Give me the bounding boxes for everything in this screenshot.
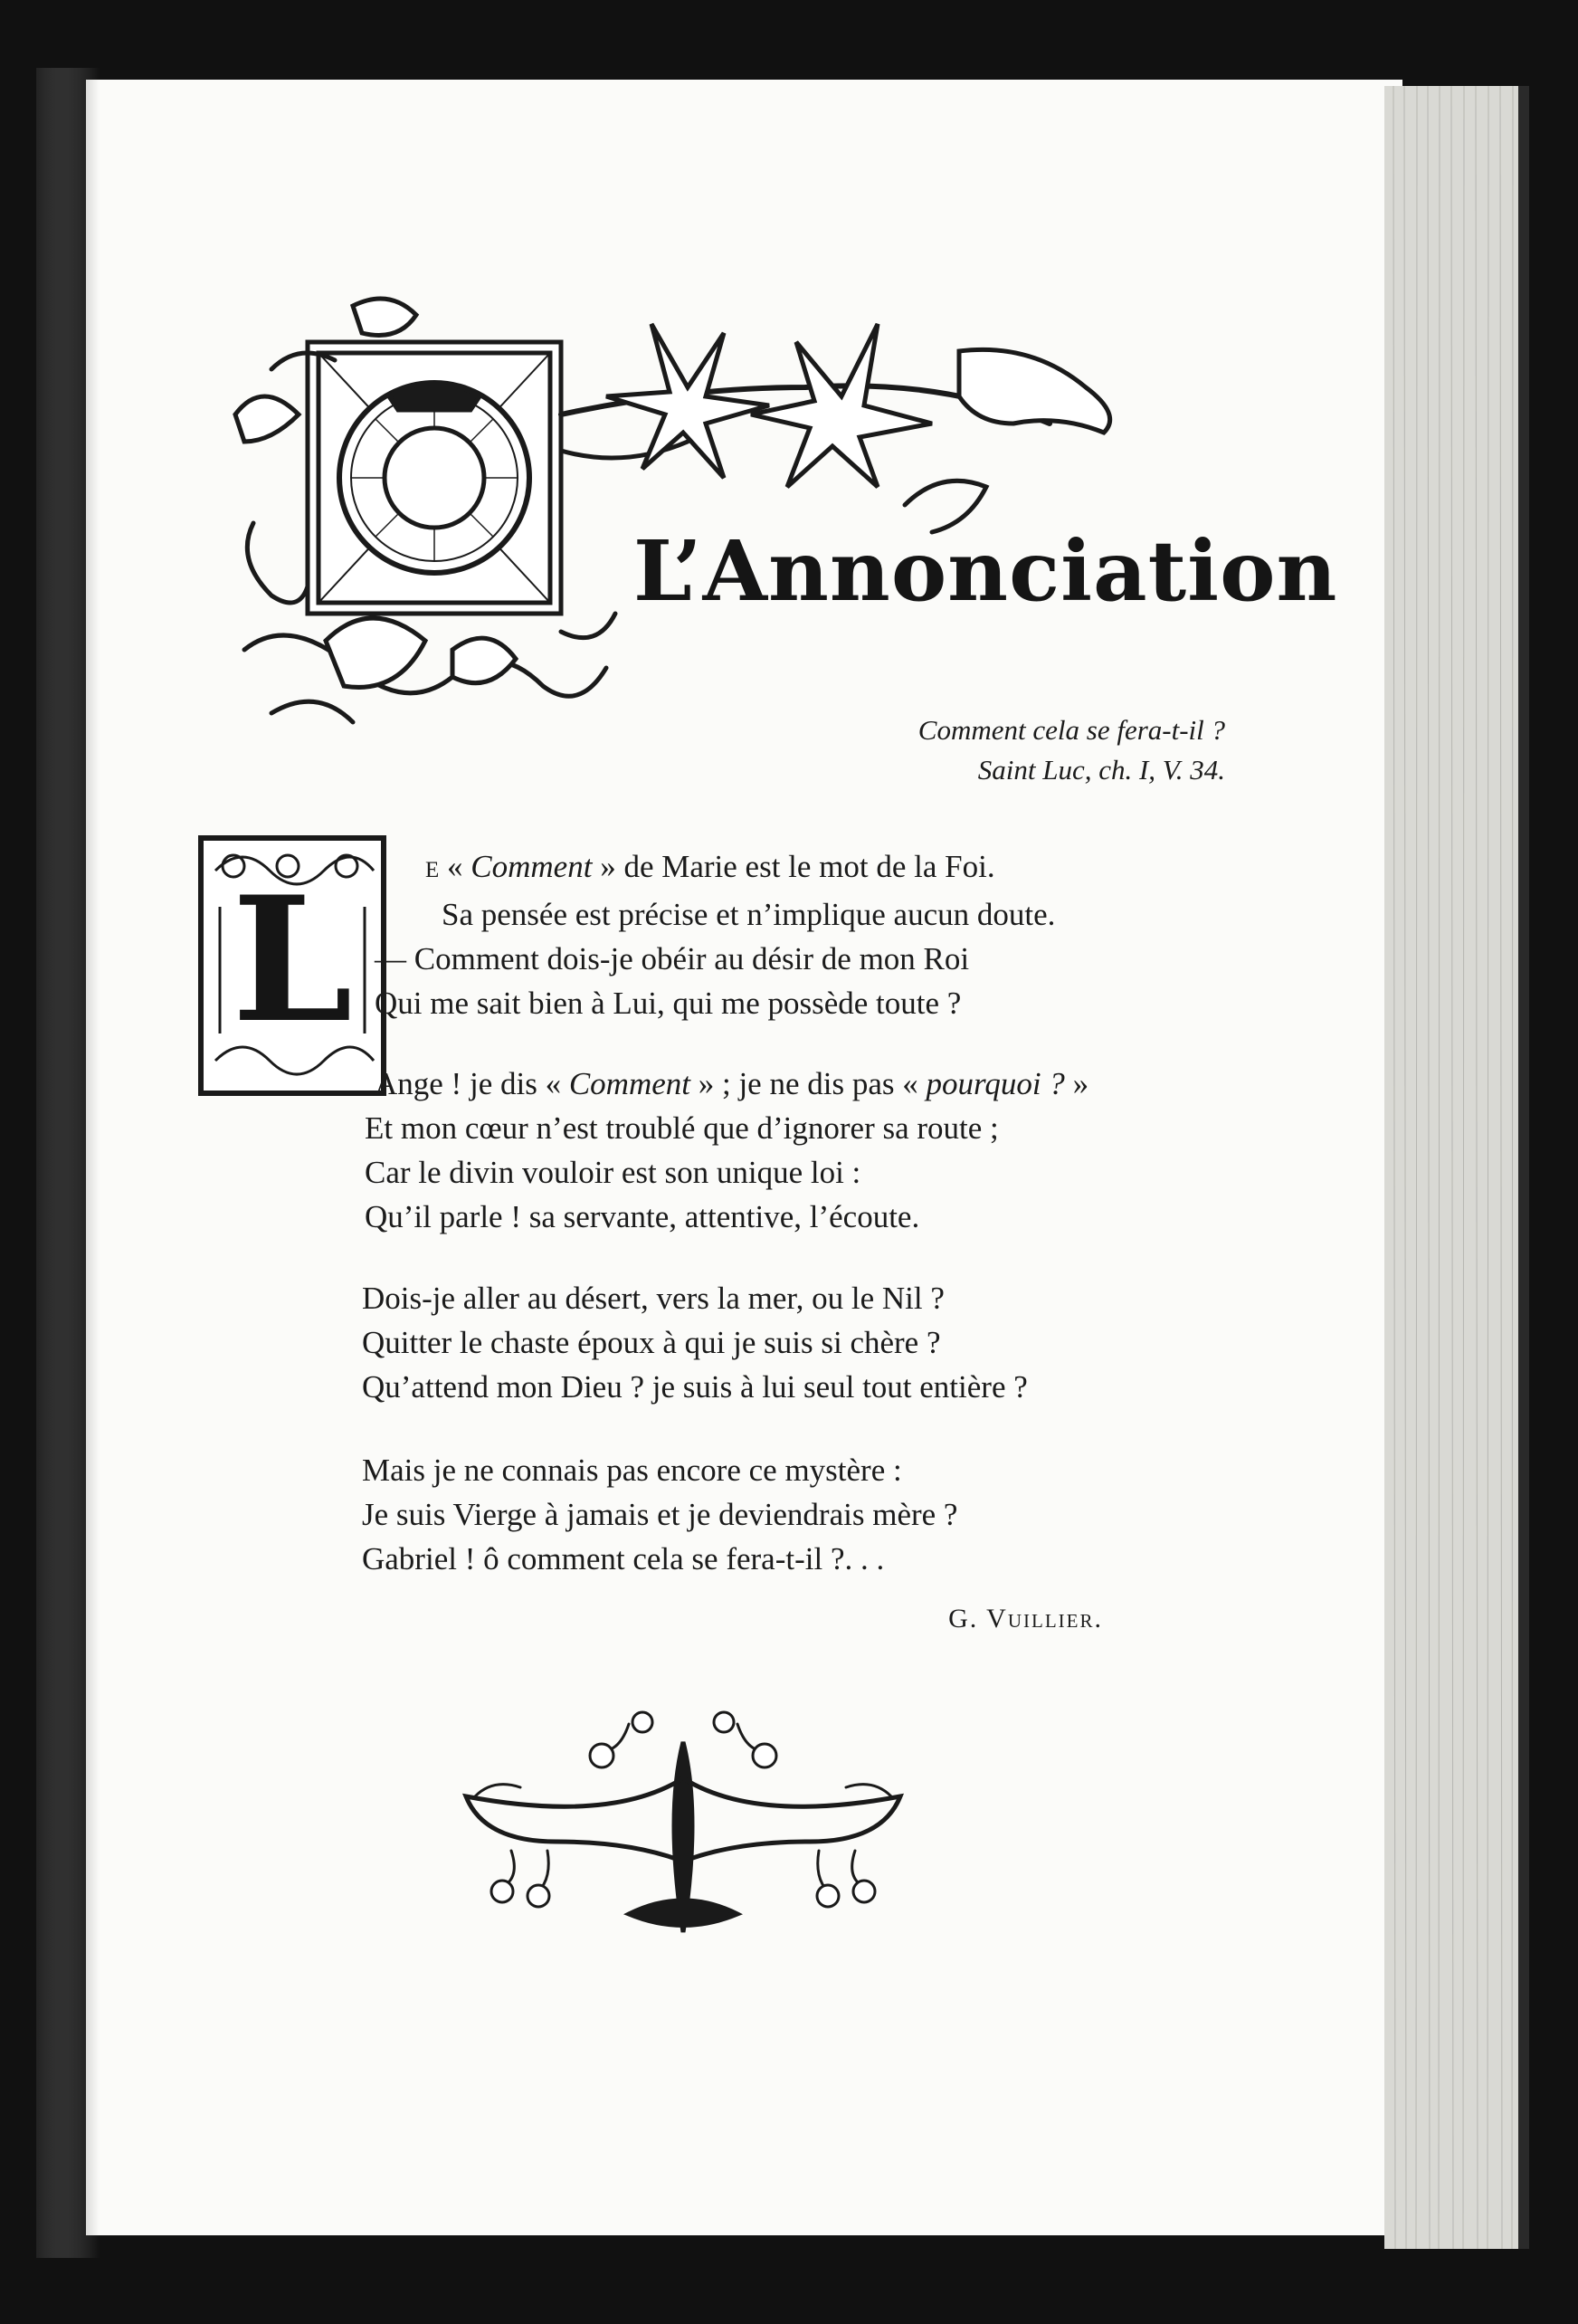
poem-fragment: Ange ! je dis « bbox=[375, 1066, 569, 1101]
poem-line: Qui me sait bien à Lui, qui me possède toute ? bbox=[375, 986, 962, 1021]
ornamental-dropcap bbox=[197, 834, 387, 1097]
lily-of-the-valley-tailpiece bbox=[448, 1706, 918, 1941]
poem-line: Qu’il parle ! sa servante, attentive, l’écoute. bbox=[365, 1199, 920, 1234]
author-signature: G. Vuillier. bbox=[948, 1604, 1103, 1633]
epigraph-quote: Comment cela se fera-t-il ? bbox=[917, 714, 1225, 746]
poem-line: Dois-je aller au désert, vers la mer, ou le Nil ? bbox=[362, 1281, 945, 1316]
poem-fragment: » bbox=[1064, 1066, 1089, 1101]
poem-line bbox=[375, 1063, 1088, 1105]
poem-emphasis: Comment bbox=[568, 1066, 690, 1101]
poem-line: Mais je ne connais pas encore ce mystère : bbox=[362, 1452, 902, 1488]
poem-line: Qu’attend mon Dieu ? je suis à lui seul tout entière ? bbox=[362, 1369, 1028, 1405]
page-fore-edge bbox=[1384, 86, 1529, 2249]
poem-fragment: e « bbox=[425, 849, 471, 884]
poem-line: Et mon cœur n’est troublé que d’ignorer sa route ; bbox=[365, 1110, 999, 1146]
poem-line: Quitter le chaste époux à qui je suis si chère ? bbox=[362, 1325, 941, 1360]
page-title: L’Annonciation bbox=[633, 522, 1338, 620]
poem-line: Car le divin vouloir est son unique loi : bbox=[365, 1155, 861, 1190]
dropcap-ornament-frame bbox=[197, 834, 387, 1097]
floral-headpiece-illustration bbox=[217, 288, 1194, 749]
poem-line bbox=[425, 846, 995, 888]
poem-line: Gabriel ! ô comment cela se fera-t-il ?. . . bbox=[362, 1541, 885, 1576]
epigraph-citation: Saint Luc, ch. I, V. 34. bbox=[977, 754, 1225, 786]
dropcap-letter: L bbox=[232, 859, 353, 1061]
poem-line: Sa pensée est précise et n’implique aucun doute. bbox=[442, 897, 1056, 932]
poem-line: — Comment dois-je obéir au désir de mon Roi bbox=[375, 941, 970, 976]
poem-emphasis: Comment bbox=[471, 849, 593, 884]
poem-emphasis: pourquoi ? bbox=[926, 1066, 1065, 1101]
poem-fragment: » ; je ne dis pas « bbox=[689, 1066, 927, 1101]
poem-fragment: » de Marie est le mot de la Foi. bbox=[592, 849, 995, 884]
epigraph bbox=[918, 710, 1225, 790]
poem-line: Je suis Vierge à jamais et je deviendrais mère ? bbox=[362, 1497, 958, 1532]
gutter-shadow bbox=[36, 68, 100, 2258]
